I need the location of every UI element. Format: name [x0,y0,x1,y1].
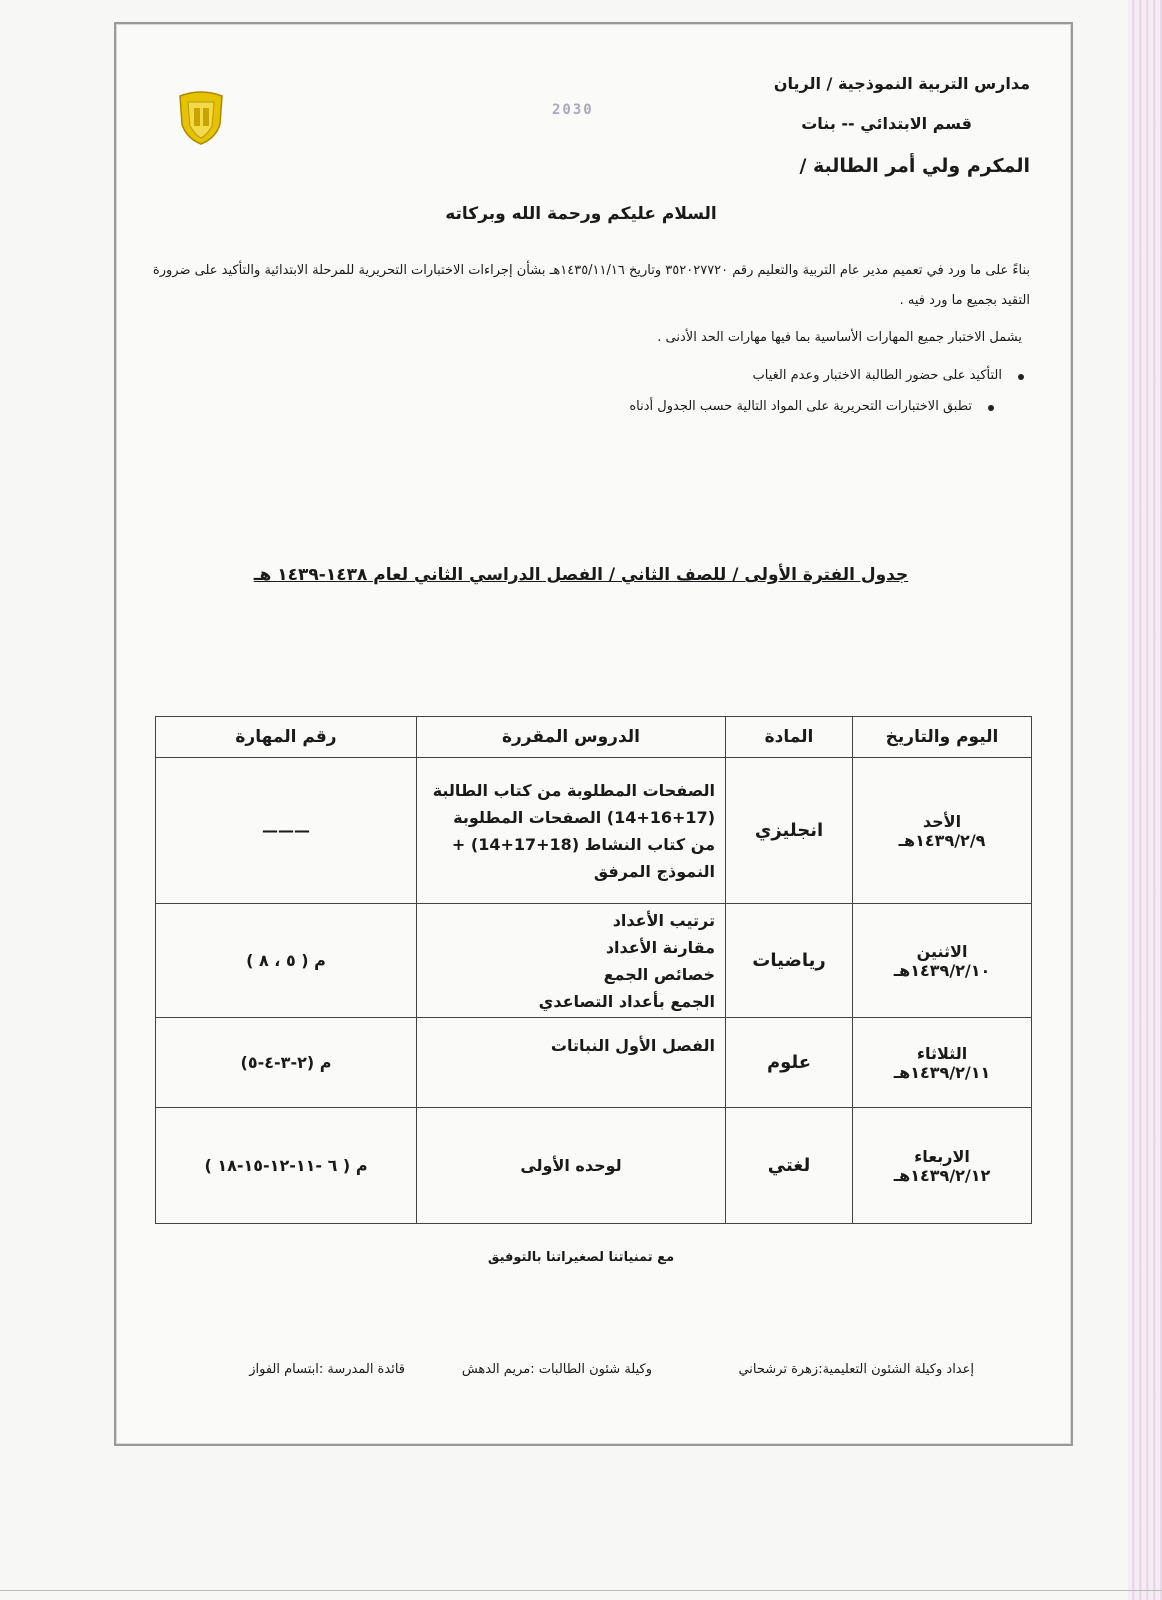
cell-day-date: الأحد ١٤٣٩/٢/٩هـ [853,758,1032,904]
cell-subject: لغتي [726,1108,853,1224]
signature-student-affairs: وكيلة شئون الطالبات :مريم الدهش [461,1362,652,1377]
table-row [156,758,1032,904]
table-row [156,1018,1032,1108]
cell-lessons: لوحده الأولى [417,1108,726,1224]
cell-day-date: الثلاثاء ١٤٣٩/٢/١١هـ [853,1018,1032,1108]
header-skill-no: رقم المهارة [156,717,417,758]
greeting: السلام عليكم ورحمة الله وبركاته [445,204,717,224]
header-subject: المادة [726,717,853,758]
table-title: جدول الفترة الأولى / للصف الثاني / الفصل الدراسي الثاني لعام ١٤٣٨-١٤٣٩ هـ [253,565,909,585]
cell-lessons: الصفحات المطلوبة من كتاب الطالبة (17+16+14) الصفحات المطلوبة من كتاب النشاط (18+17+14) + النموذج المرفق [417,758,726,904]
recipient-line: المكرم ولي أمر الطالبة / [799,155,1030,177]
body-paragraph-1: بناءً على ما ورد في تعميم مدير عام التربية والتعليم رقم ٣٥٢٠٢٧٧٢٠ وتاريخ ١٤٣٥/١١/١٦هـ بشأن إجراءات الاختبارات التحريرية للمرحلة الابتدائية والتأكيد على ضرورة التقيد بجميع ما ورد فيه . [152,263,1030,308]
signature-principal: قائدة المدرسة :ابتسام الفواز [249,1362,405,1377]
cell-day-date: الاربعاء ١٤٣٩/٢/١٢هـ [853,1108,1032,1224]
cell-lessons: الفصل الأول النباتات [417,1018,726,1108]
table-header-row [156,717,1032,758]
bullet-item: تطبق الاختبارات التحريرية على المواد التالية حسب الجدول أدناه [629,399,994,414]
scan-bottom-line [0,1590,1162,1591]
cell-subject: انجليزي [726,758,853,904]
header-day-date: اليوم والتاريخ [853,717,1032,758]
body-paragraph-2: يشمل الاختبار جميع المهارات الأساسية بما فيها مهارات الحد الأدنى . [657,330,1022,345]
bullet-list [629,368,1024,430]
signature-prepared-by: إعداد وكيلة الشئون التعليمية:زهرة ترشحاني [738,1362,974,1377]
cell-skill: ——— [156,758,417,904]
school-name: مدارس التربية النموذجية / الريان [773,74,1030,93]
vision-2030-logo: 2030 [552,102,594,118]
bullet-dot-icon [988,405,994,411]
cell-skill: م ( ٦ -١١-١٢-١٥-١٨ ) [156,1108,417,1224]
table-row [156,1108,1032,1224]
bullet-item: التأكيد على حضور الطالبة الاختبار وعدم الغياب [629,368,1024,383]
cell-subject: علوم [726,1018,853,1108]
cell-skill: م (٢-٣-٤-٥) [156,1018,417,1108]
cell-subject: رياضيات [726,904,853,1018]
exam-schedule-table [155,716,1032,1224]
closing-wish: مع تمنياتنا لصغيراتنا بالتوفيق [487,1250,675,1265]
page-edge-stripes [1128,0,1162,1600]
table-row [156,904,1032,1018]
bullet-dot-icon [1018,374,1024,380]
school-shield-logo [176,90,226,146]
cell-skill: م ( ٥ ، ٨ ) [156,904,417,1018]
cell-day-date: الاثنين ١٤٣٩/٢/١٠هـ [853,904,1032,1018]
department: قسم الابتدائي -- بنات [801,114,972,133]
header-lessons: الدروس المقررة [417,717,726,758]
cell-lessons: ترتيب الأعداد مقارنة الأعداد خصائص الجمع الجمع بأعداد التصاعدي [417,904,726,1018]
